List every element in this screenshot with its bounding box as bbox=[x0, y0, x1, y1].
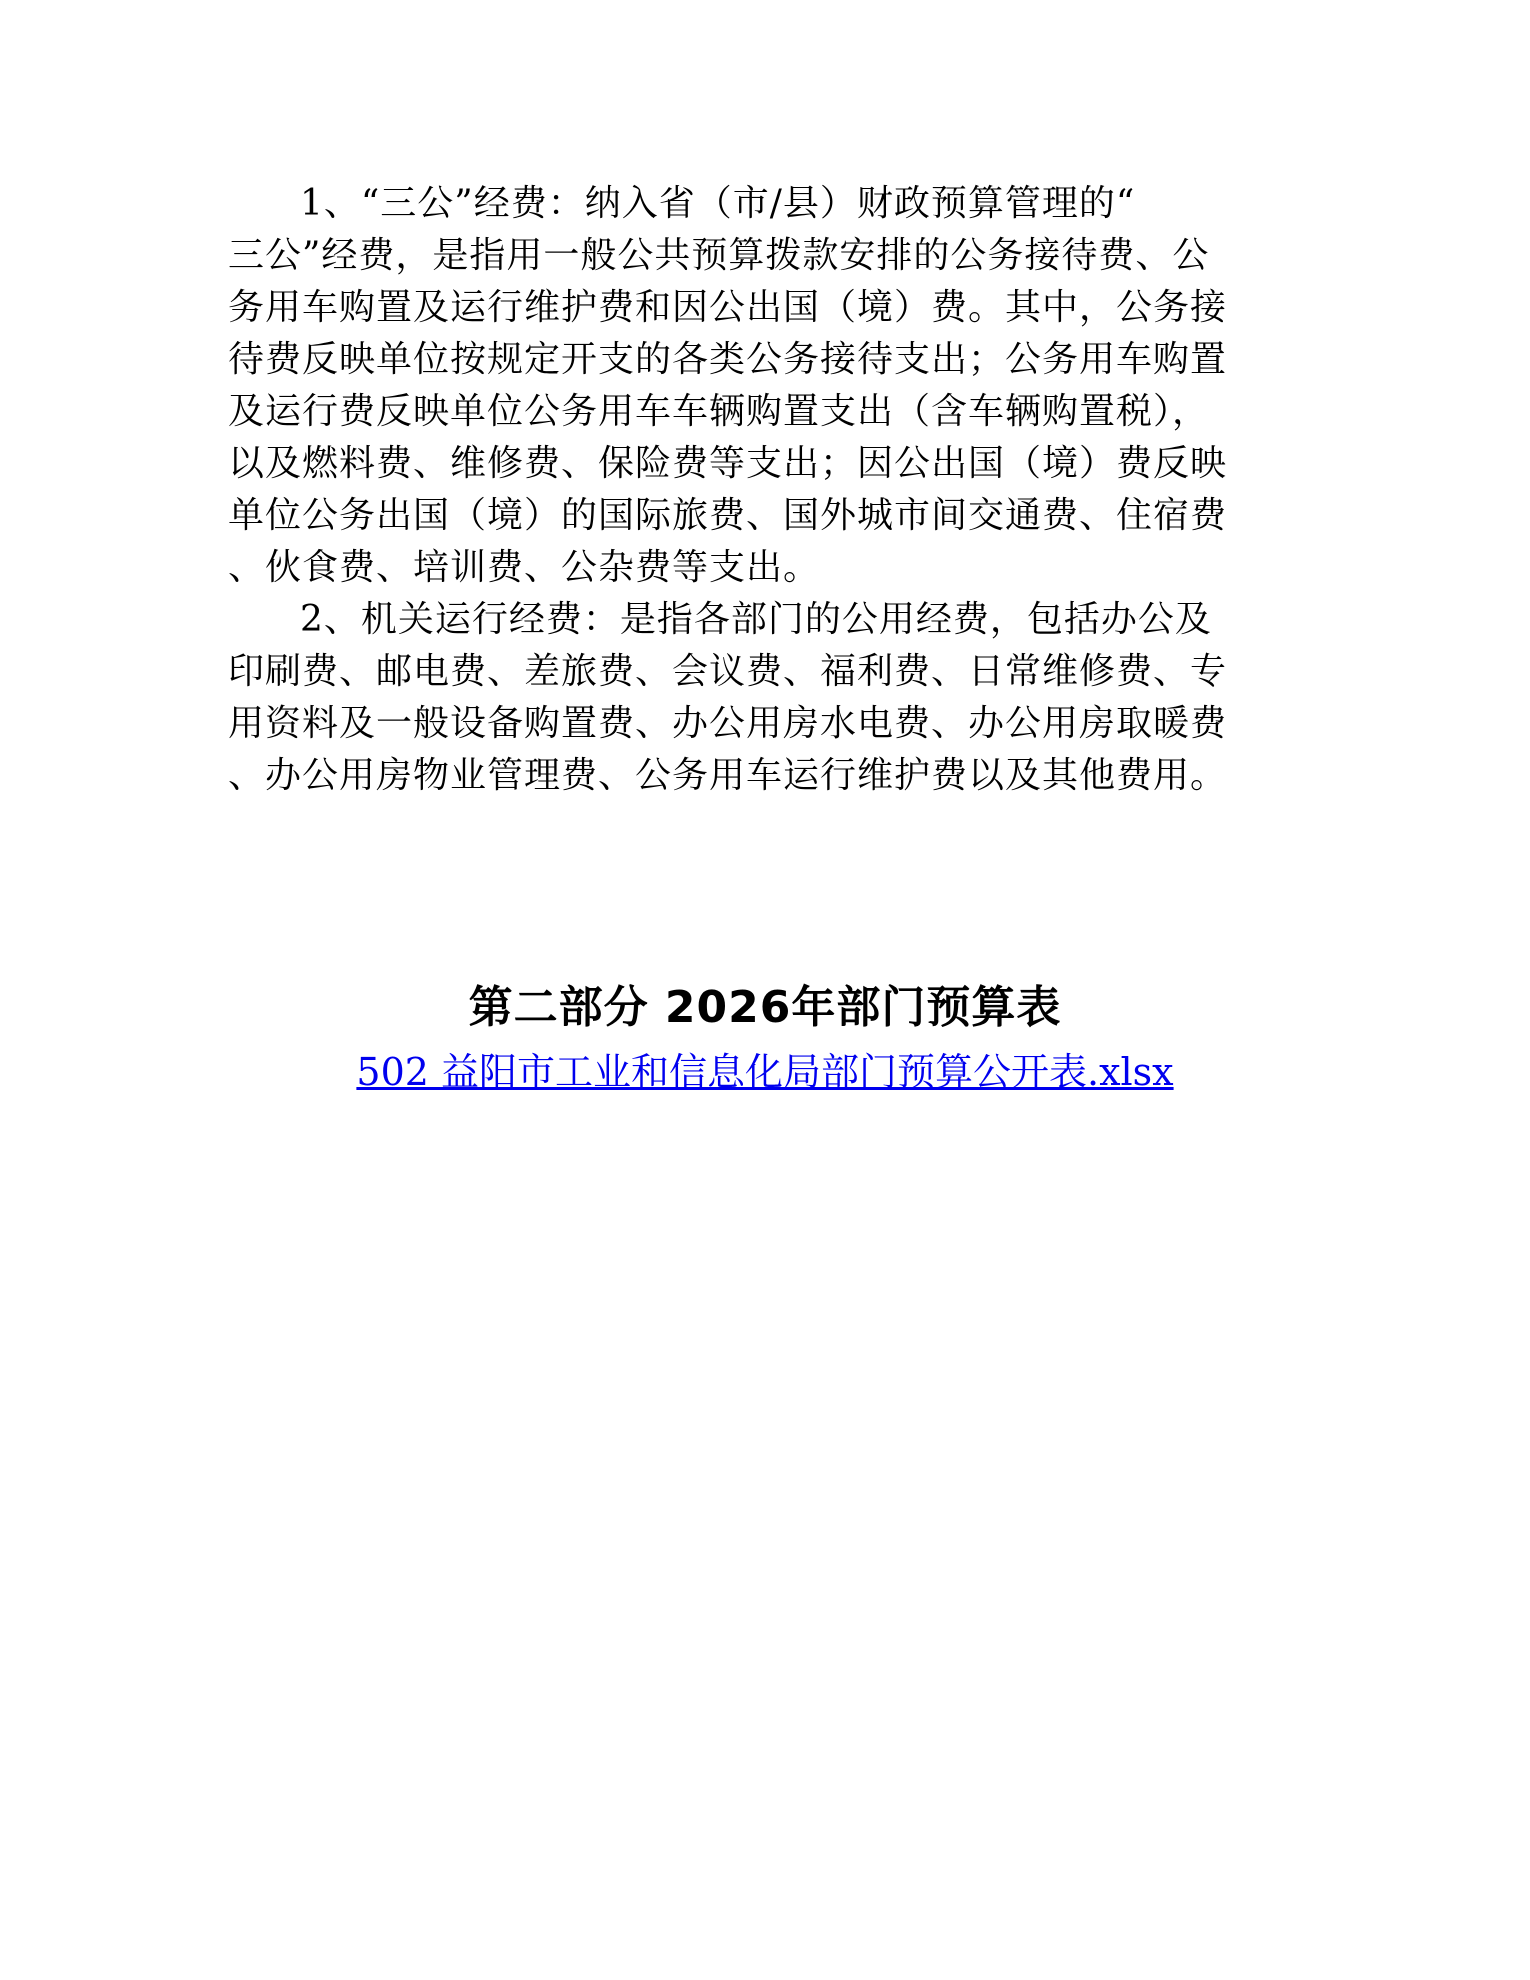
paragraph-1-line-3: 务用车购置及运行维护费和因公出国（境）费。其中，公务接 bbox=[228, 287, 1228, 328]
section-title: 第二部分 2026年部门预算表 bbox=[468, 982, 1062, 1033]
paragraph-1-line-2: 三公”经费，是指用一般公共预算拨款安排的公务接待费、公 bbox=[228, 235, 1210, 276]
paragraph-2-line-1: 2、机关运行经费：是指各部门的公用经费，包括办公及 bbox=[300, 599, 1212, 640]
paragraph-1-line-1: 1、“三公”经费：纳入省（市/县）财政预算管理的“ bbox=[300, 183, 1136, 224]
paragraph-2-line-2: 印刷费、邮电费、差旅费、会议费、福利费、日常维修费、专 bbox=[228, 651, 1228, 692]
paragraph-2-line-3: 用资料及一般设备购置费、办公用房水电费、办公用房取暖费 bbox=[228, 703, 1228, 744]
attachment-link-container bbox=[0, 1046, 1530, 1098]
paragraph-1-line-6: 以及燃料费、维修费、保险费等支出；因公出国（境）费反映 bbox=[228, 443, 1228, 484]
paragraph-1-line-4: 待费反映单位按规定开支的各类公务接待支出；公务用车购置 bbox=[228, 339, 1228, 380]
paragraph-1-line-5: 及运行费反映单位公务用车车辆购置支出（含车辆购置税）， bbox=[228, 391, 1210, 432]
paragraph-2-line-4: 、办公用房物业管理费、公务用车运行维护费以及其他费用。 bbox=[228, 755, 1228, 796]
paragraph-1-line-7: 单位公务出国（境）的国际旅费、国外城市间交通费、住宿费 bbox=[228, 495, 1228, 536]
attachment-link[interactable]: 502 益阳市工业和信息化局部门预算公开表.xlsx bbox=[356, 1050, 1174, 1094]
paragraph-1-line-8: 、伙食费、培训费、公杂费等支出。 bbox=[228, 547, 821, 588]
